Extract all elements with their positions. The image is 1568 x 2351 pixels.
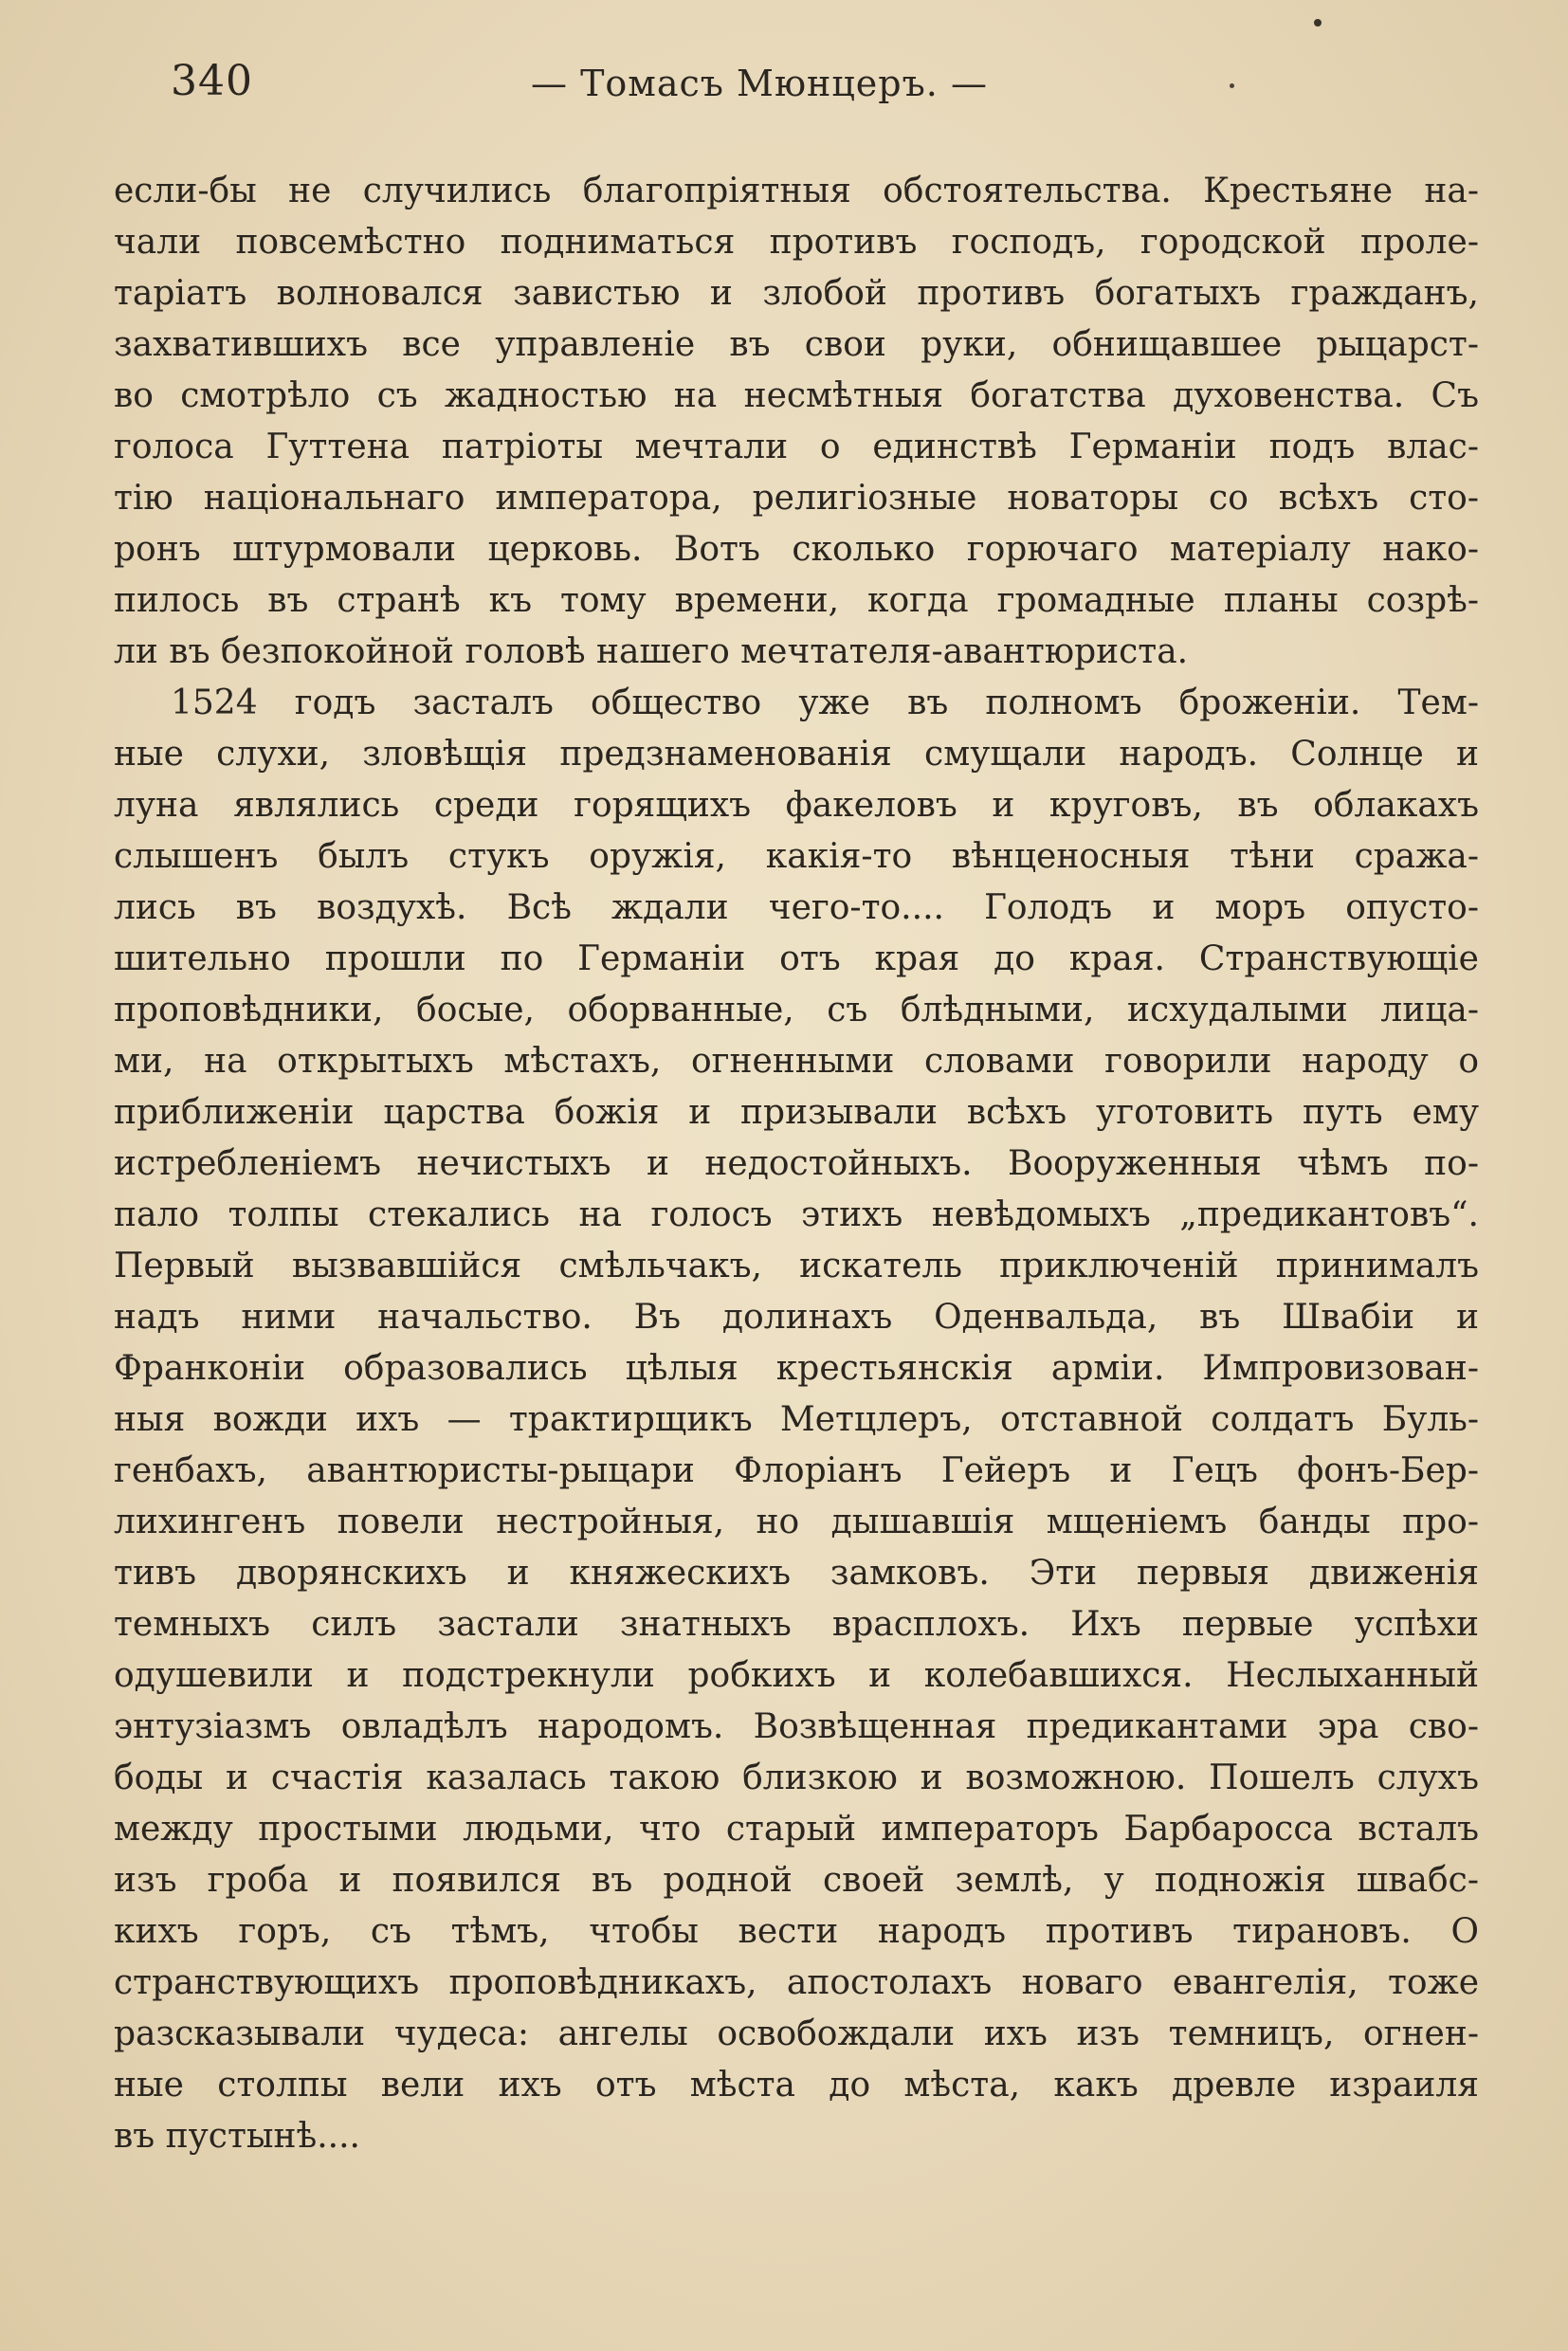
text-line: одушевили и подстрекнули робкихъ и колебавшихся. Неслыханный [114, 1656, 1479, 1695]
text-line: боды и счастія казалась такою близкою и возможною. Пошелъ слухъ [114, 1759, 1479, 1797]
text-line: проповѣдники, босые, оборванные, съ блѣдными, исхудалыми лица- [114, 991, 1479, 1030]
text-line: надъ ними начальство. Въ долинахъ Оденвальда, въ Швабіи и [114, 1298, 1479, 1337]
text-line: во смотрѣло съ жадностью на несмѣтныя богатства духовенства. Съ [114, 376, 1479, 415]
text-line: ные слухи, зловѣщія предзнаменованія смущали народъ. Солнце и [114, 735, 1479, 774]
text-line: ли въ безпокойной головѣ нашего мечтателя-авантюриста. [114, 632, 1189, 671]
text-line: Франконіи образовались цѣлыя крестьянскія арміи. Импровизован- [114, 1349, 1479, 1388]
ink-speck [1314, 19, 1322, 27]
text-line: пало толпы стекались на голосъ этихъ невѣдомыхъ „предикантовъ“. [114, 1195, 1479, 1234]
text-line: Первый вызвавшійся смѣльчакъ, искатель приключеній принималъ [114, 1247, 1479, 1285]
text-line: пилось въ странѣ къ тому времени, когда громадные планы созрѣ- [114, 581, 1479, 620]
text-line: истребленіемъ нечистыхъ и недостойныхъ. Вооруженныя чѣмъ по- [114, 1144, 1479, 1183]
text-line: голоса Гуттена патріоты мечтали о единствѣ Германіи подъ влас- [114, 428, 1479, 466]
text-line: захватившихъ все управленіе въ свои руки, обнищавшее рыцарст- [114, 325, 1479, 364]
text-line: ми, на открытыхъ мѣстахъ, огненными словами говорили народу о [114, 1042, 1479, 1081]
page-number: 340 [171, 57, 253, 105]
text-line: кихъ горъ, съ тѣмъ, чтобы вести народъ противъ тирановъ. О [114, 1912, 1479, 1951]
text-line: странствующихъ проповѣдникахъ, апостолахъ новаго евангелія, тоже [114, 1963, 1479, 2002]
text-line: генбахъ, авантюристы-рыцари Флоріанъ Гейеръ и Гецъ фонъ-Бер- [114, 1451, 1479, 1490]
text-line: между простыми людьми, что старый императоръ Барбаросса всталъ [114, 1810, 1479, 1849]
body-text [114, 166, 1479, 2162]
text-line: если-бы не случились благопріятныя обстоятельства. Крестьяне на- [114, 172, 1479, 210]
text-line: изъ гроба и появился въ родной своей землѣ, у подножія швабс- [114, 1861, 1479, 1900]
text-line: тію національнаго императора, религіозные новаторы со всѣхъ сто- [114, 479, 1479, 518]
text-line: таріатъ волновался завистью и злобой противъ богатыхъ гражданъ, [114, 274, 1479, 313]
text-line: энтузіазмъ овладѣлъ народомъ. Возвѣщенная предикантами эра сво- [114, 1707, 1479, 1746]
text-line: ронъ штурмовали церковь. Вотъ сколько горючаго матеріалу нако- [114, 530, 1479, 569]
text-line: ные столпы вели ихъ отъ мѣста до мѣста, какъ древле израиля [114, 2066, 1479, 2105]
text-line: ныя вожди ихъ — трактирщикъ Метцлеръ, отставной солдатъ Буль- [114, 1400, 1479, 1439]
running-head: — Томасъ Мюнцеръ. — [531, 63, 988, 104]
text-line: шительно прошли по Германіи отъ края до края. Странствующіе [114, 939, 1479, 978]
text-line: приближеніи царства божія и призывали всѣхъ уготовить путь ему [114, 1093, 1479, 1132]
text-line: слышенъ былъ стукъ оружія, какія-то вѣнценосныя тѣни сража- [114, 837, 1479, 876]
text-line: темныхъ силъ застали знатныхъ врасплохъ. Ихъ первые успѣхи [114, 1605, 1479, 1644]
text-line: разсказывали чудеса: ангелы освобождали ихъ изъ темницъ, огнен- [114, 2014, 1479, 2053]
text-line: лись въ воздухѣ. Всѣ ждали чего-то.... Голодъ и моръ опусто- [114, 888, 1479, 927]
text-line-indent: 1524 годъ засталъ общество уже въ полномъ броженіи. Тем- [171, 683, 1479, 722]
text-line: чали повсемѣстно подниматься противъ господъ, городской проле- [114, 223, 1479, 262]
page-header [0, 53, 1568, 119]
text-line: лихингенъ повели нестройныя, но дышавшія мщеніемъ банды про- [114, 1503, 1479, 1541]
text-line: въ пустынѣ.... [114, 2117, 360, 2156]
text-line: тивъ дворянскихъ и княжескихъ замковъ. Эти первыя движенія [114, 1554, 1479, 1593]
text-line: луна являлись среди горящихъ факеловъ и круговъ, въ облакахъ [114, 786, 1479, 825]
